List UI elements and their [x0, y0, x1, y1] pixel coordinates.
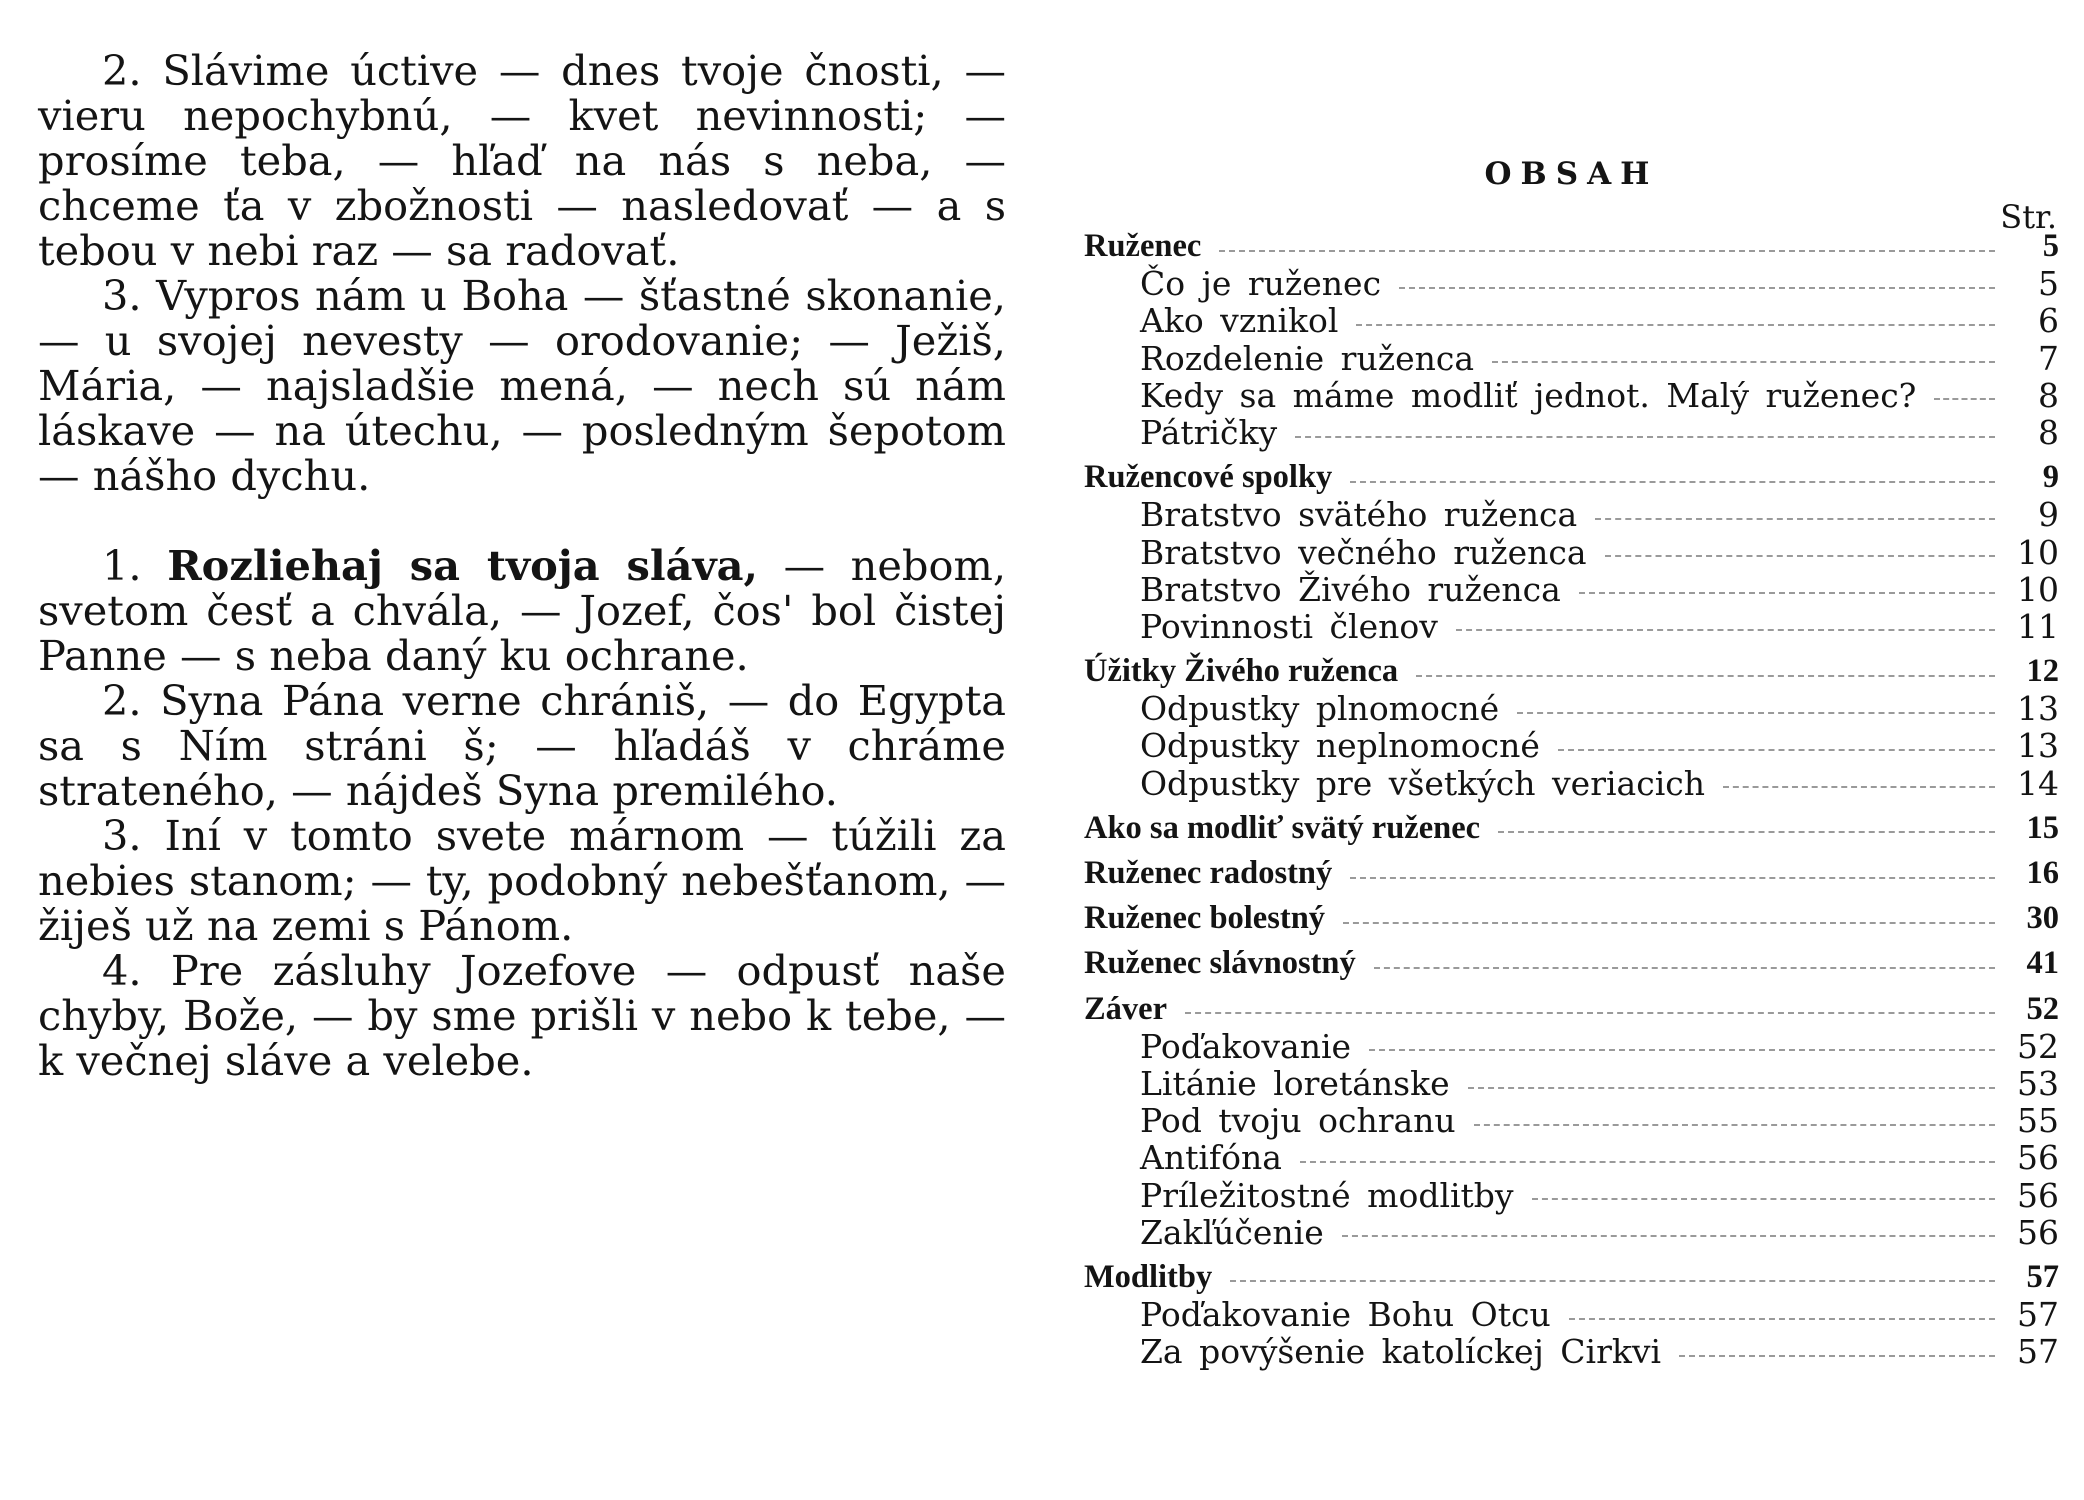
toc-leader-dashes — [1350, 481, 1995, 483]
toc-section-entry — [1084, 228, 2059, 265]
toc-entry-label: Povinnosti členov — [1140, 606, 1438, 646]
toc-page-number: 13 — [2017, 689, 2059, 729]
toc-page-number: 15 — [2026, 809, 2059, 846]
toc-page-number: 9 — [2038, 495, 2059, 535]
toc-subentry — [1084, 1296, 2059, 1333]
toc-leader-dashes — [1492, 361, 1995, 363]
toc-entry-label: Odpustky pre všetkých veriacich — [1140, 763, 1705, 803]
toc-entry-label: Pátričky — [1140, 412, 1278, 452]
toc-title: OBSAH — [1484, 156, 1659, 192]
toc-leader-dashes — [1558, 749, 1995, 751]
toc-entry-label: Bratstvo svätého ruženca — [1140, 495, 1578, 535]
toc-section-entry — [1084, 810, 2059, 847]
toc-page-number: 56 — [2017, 1138, 2059, 1178]
toc-subentry — [1084, 727, 2059, 764]
toc-page-number: 7 — [2038, 338, 2059, 378]
toc-page-number: 52 — [2026, 990, 2059, 1027]
toc-entry-label: Pod tvoju ochranu — [1140, 1101, 1456, 1141]
toc-page-number: 57 — [2017, 1332, 2059, 1372]
toc-leader-dashes — [1517, 712, 1995, 714]
toc-subentry — [1084, 1065, 2059, 1102]
toc-entry-label: Záver — [1084, 990, 1168, 1027]
toc-leader-dashes — [1605, 555, 1995, 557]
verse-3: 3. Vypros nám u Boha — šťastné skonanie, — u svojej nevesty — orodovanie; — Ježiš, Mária, — najsladšie mená, — nech sú nám láskave — na útechu, — posledným šepotom — nášho dychu. — [38, 271, 1006, 500]
hymn-verse-1-rest: — nebom, svetom česť a chvála, — Jozef, čos' bol čistej Panne — s neba daný ku ochrane. — [38, 541, 1007, 680]
toc-entry-label: Ružencové spolky — [1084, 459, 1333, 496]
toc-subentry — [1084, 377, 2059, 414]
toc-section-entry — [1084, 855, 2059, 892]
toc-page-number: 9 — [2042, 459, 2059, 496]
toc-entry-label: Ruženec radostný — [1084, 855, 1333, 891]
stanza-gap — [38, 498, 1006, 543]
toc-leader-dashes — [1374, 967, 1995, 969]
toc-leader-dashes — [1723, 786, 1995, 788]
toc-section-entry — [1084, 1259, 2059, 1296]
toc-subentry — [1084, 608, 2059, 645]
toc-page-number: 57 — [2026, 1258, 2059, 1295]
toc-page-number: 10 — [2017, 569, 2059, 609]
toc-page-number: 57 — [2017, 1295, 2059, 1335]
toc-leader-dashes — [1342, 1235, 1995, 1237]
toc-page-number: 30 — [2026, 900, 2059, 937]
toc-entry-label: Bratstvo večného ruženca — [1140, 532, 1587, 572]
toc-page-number: 52 — [2017, 1026, 2059, 1066]
right-page — [1084, 0, 2059, 1500]
toc-subentry — [1084, 1214, 2059, 1251]
toc-section-entry — [1084, 653, 2059, 690]
toc-entry-label: Ruženec — [1084, 228, 1202, 264]
toc-page-number: 16 — [2026, 855, 2059, 891]
toc-entry-label: Ako vznikol — [1140, 301, 1339, 341]
toc-section-entry — [1084, 459, 2059, 496]
toc-entry-label: Kedy sa máme modliť jednot. Malý ruženec? — [1140, 375, 1917, 415]
toc-page-number: 56 — [2017, 1175, 2059, 1215]
toc-leader-dashes — [1498, 831, 1995, 833]
toc-subentry — [1084, 1139, 2059, 1176]
toc-section-entry — [1084, 991, 2059, 1028]
toc-section-entry — [1084, 945, 2059, 982]
toc-subentry — [1084, 265, 2059, 302]
toc-leader-dashes — [1579, 592, 1995, 594]
toc-leader-dashes — [1456, 629, 1995, 631]
toc-page-number: 10 — [2017, 532, 2059, 572]
toc-page-number: 5 — [2042, 228, 2059, 264]
toc-entry-label: Príležitostné modlitby — [1140, 1175, 1514, 1215]
hymn-first-line-bold: Rozliehaj sa tvoja sláva, — [167, 541, 758, 590]
toc-page-number: 41 — [2026, 945, 2059, 982]
toc-leader-dashes — [1230, 1280, 1995, 1282]
toc-section-entry — [1084, 900, 2059, 937]
toc-entry-label: Ako sa modliť svätý ruženec — [1084, 809, 1481, 846]
toc-entry-label: Odpustky plnomocné — [1140, 689, 1500, 729]
toc-page-number: 8 — [2038, 412, 2059, 452]
toc-leader-dashes — [1185, 1012, 1995, 1014]
toc-leader-dashes — [1532, 1198, 1995, 1200]
toc-page-number: 13 — [2017, 726, 2059, 766]
toc-entry-label: Bratstvo Živého ruženca — [1140, 569, 1561, 609]
toc-page-number: 56 — [2017, 1212, 2059, 1252]
toc-entry-label: Poďakovanie Bohu Otcu — [1140, 1295, 1551, 1335]
toc-leader-dashes — [1934, 398, 1995, 400]
toc-subentry — [1084, 1102, 2059, 1139]
toc-subentry — [1084, 534, 2059, 571]
toc-leader-dashes — [1343, 922, 1995, 924]
toc-subentry — [1084, 1028, 2059, 1065]
toc-entry-label: Úžitky Živého ruženca — [1084, 653, 1399, 690]
toc-leader-dashes — [1369, 1049, 1995, 1051]
toc-subentry — [1084, 765, 2059, 802]
toc-entry-label: Za povýšenie katolíckej Cirkvi — [1140, 1332, 1662, 1372]
toc-page-number: 14 — [2017, 763, 2059, 803]
toc-entry-label: Litánie loretánske — [1140, 1063, 1450, 1103]
toc-subentry — [1084, 1333, 2059, 1370]
toc-page-number: 5 — [2038, 264, 2059, 304]
toc-leader-dashes — [1569, 1318, 1995, 1320]
toc-subentry — [1084, 496, 2059, 533]
toc-entry-label: Čo je ruženec — [1140, 264, 1382, 304]
toc-subentry — [1084, 1177, 2059, 1214]
toc-leader-dashes — [1595, 518, 1995, 520]
toc-entry-label: Ruženec bolestný — [1084, 900, 1326, 937]
hymn-verse-3: 3. Iní v tomto svete márnom — túžili za nebies stanom; — ty, podobný nebešťanom, — žiješ už na zemi s Pánom. — [38, 811, 1006, 950]
toc-entry-label: Modlitby — [1084, 1258, 1213, 1295]
toc-page-number: 11 — [2017, 606, 2059, 646]
toc-leader-dashes — [1356, 324, 1995, 326]
toc-leader-dashes — [1474, 1124, 1995, 1126]
toc-list — [1084, 228, 2059, 1370]
hymn-verse-1 — [38, 543, 1006, 678]
page-column-label: Str. — [2000, 198, 2057, 236]
toc-subentry — [1084, 414, 2059, 451]
toc-page-number: 53 — [2017, 1063, 2059, 1103]
toc-leader-dashes — [1295, 436, 1995, 438]
hymn-verse-number: 1. — [102, 541, 142, 590]
toc-subentry — [1084, 302, 2059, 339]
toc-leader-dashes — [1219, 250, 1995, 252]
toc-subentry — [1084, 571, 2059, 608]
toc-subentry — [1084, 690, 2059, 727]
toc-subentry — [1084, 340, 2059, 377]
toc-leader-dashes — [1468, 1087, 1995, 1089]
toc-entry-label: Rozdelenie ruženca — [1140, 338, 1475, 378]
hymn-verse-2: 2. Syna Pána verne chrániš, — do Egypta sa s Ním stráni š; — hľadáš v chráme strateného, — nájdeš Syna premilého. — [38, 676, 1006, 815]
toc-leader-dashes — [1416, 675, 1995, 677]
toc-page-number: 55 — [2017, 1101, 2059, 1141]
toc-page-number: 6 — [2038, 301, 2059, 341]
toc-leader-dashes — [1679, 1355, 1995, 1357]
toc-leader-dashes — [1350, 877, 1995, 879]
toc-entry-label: Zakľúčenie — [1140, 1212, 1324, 1252]
toc-leader-dashes — [1399, 287, 1995, 289]
toc-entry-label: Antifóna — [1140, 1138, 1282, 1178]
left-page — [38, 48, 1006, 1083]
hymn-verse-4: 4. Pre zásluhy Jozefove — odpusť naše chyby, Bože, — by sme prišli v nebo k tebe, — k večnej sláve a velebe. — [38, 946, 1006, 1085]
verse-2: 2. Slávime úctive — dnes tvoje čnosti, — vieru nepochybnú, — kvet nevinnosti; — prosíme teba, — hľaď na nás s neba, — chceme ťa v zbožnosti — nasledovať — a s tebou v nebi raz — sa radovať. — [38, 46, 1006, 275]
toc-page-number: 8 — [2038, 375, 2059, 415]
toc-entry-label: Ruženec slávnostný — [1084, 945, 1356, 982]
toc-entry-label: Odpustky neplnomocné — [1140, 726, 1540, 766]
toc-page-number: 12 — [2026, 653, 2059, 690]
toc-leader-dashes — [1300, 1161, 1995, 1163]
toc-entry-label: Poďakovanie — [1140, 1026, 1352, 1066]
